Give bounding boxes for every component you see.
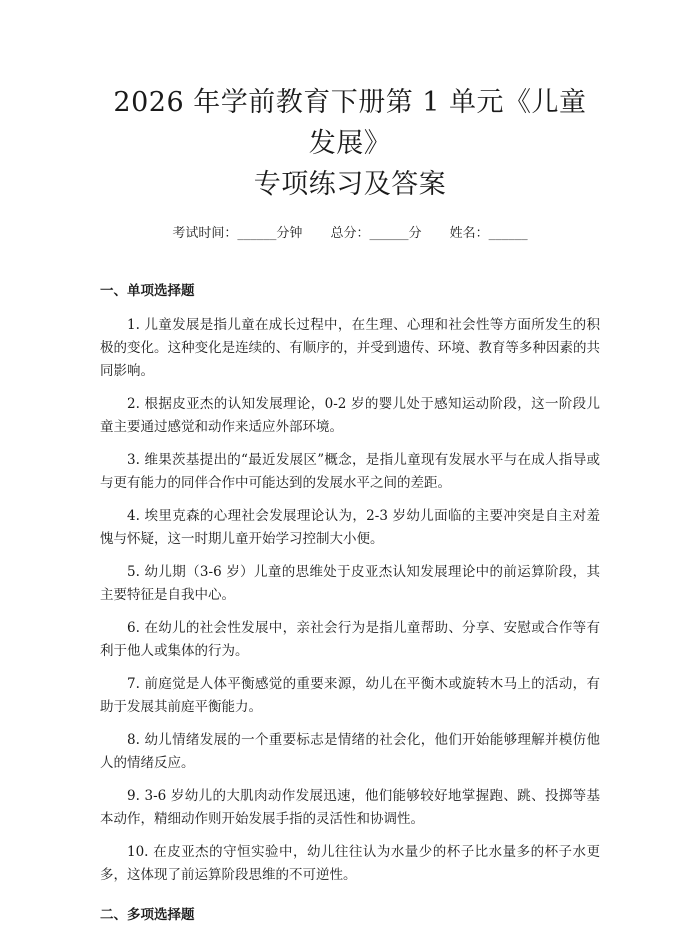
student-name-blank: ______ (488, 226, 528, 241)
question-item: 10. 在皮亚杰的守恒实验中，幼儿往往认为水量少的杯子比水量多的杯子水更多，这体现了前运算阶段思维的不可逆性。 (100, 844, 600, 883)
question-item: 7. 前庭觉是人体平衡感觉的重要来源，幼儿在平衡木或旋转木马上的活动，有助于发展其前庭平衡能力。 (100, 676, 600, 715)
title-line-2: 专项练习及答案 (253, 169, 447, 200)
total-score-unit: 分 (408, 226, 422, 241)
question-item: 4. 埃里克森的心理社会发展理论认为，2-3 岁幼儿面临的主要冲突是自主对羞愧与怀疑，这一时期儿童开始学习控制大小便。 (100, 508, 600, 547)
document-title (100, 82, 600, 205)
total-score-label: 总分： (330, 226, 370, 241)
exam-time (172, 224, 302, 244)
exam-time-blank: ______ (237, 226, 277, 241)
section-heading-multiple-choice: 二、多项选择题 (100, 907, 195, 923)
total-score (330, 224, 421, 244)
student-name (450, 224, 528, 244)
student-name-label: 姓名： (449, 226, 489, 241)
question-item: 8. 幼儿情绪发展的一个重要标志是情绪的社会化，他们开始能够理解并模仿他人的情绪反应。 (100, 732, 600, 771)
total-score-blank: ______ (369, 226, 409, 241)
question-item: 1. 儿童发展是指儿童在成长过程中，在生理、心理和社会性等方面所发生的积极的变化。这种变化是连续的、有顺序的，并受到遗传、环境、教育等多种因素的共同影响。 (100, 317, 600, 379)
exam-time-unit: 分钟 (276, 226, 303, 241)
question-item: 9. 3-6 岁幼儿的大肌肉动作发展迅速，他们能够较好地掌握跑、跳、投掷等基本动作，精细动作则开始发展手指的灵活性和协调性。 (100, 788, 600, 827)
question-item: 2. 根据皮亚杰的认知发展理论，0-2 岁的婴儿处于感知运动阶段，这一阶段儿童主要通过感觉和动作来适应外部环境。 (100, 396, 600, 435)
exam-info (100, 224, 600, 244)
question-item: 5. 幼儿期（3-6 岁）儿童的思维处于皮亚杰认知发展理论中的前运算阶段，其主要特征是自我中心。 (100, 564, 600, 603)
section-heading-single-choice: 一、单项选择题 (100, 283, 195, 299)
question-list (100, 314, 600, 887)
title-line-1: 2026 年学前教育下册第 1 单元《儿童发展》 (113, 87, 587, 159)
question-item: 3. 维果茨基提出的“最近发展区”概念，是指儿童现有发展水平与在成人指导或与更有能力的同伴合作中可能达到的发展水平之间的差距。 (100, 452, 600, 491)
question-item: 6. 在幼儿的社会性发展中，亲社会行为是指儿童帮助、分享、安慰或合作等有利于他人或集体的行为。 (100, 620, 600, 659)
exam-time-label: 考试时间： (172, 226, 238, 241)
